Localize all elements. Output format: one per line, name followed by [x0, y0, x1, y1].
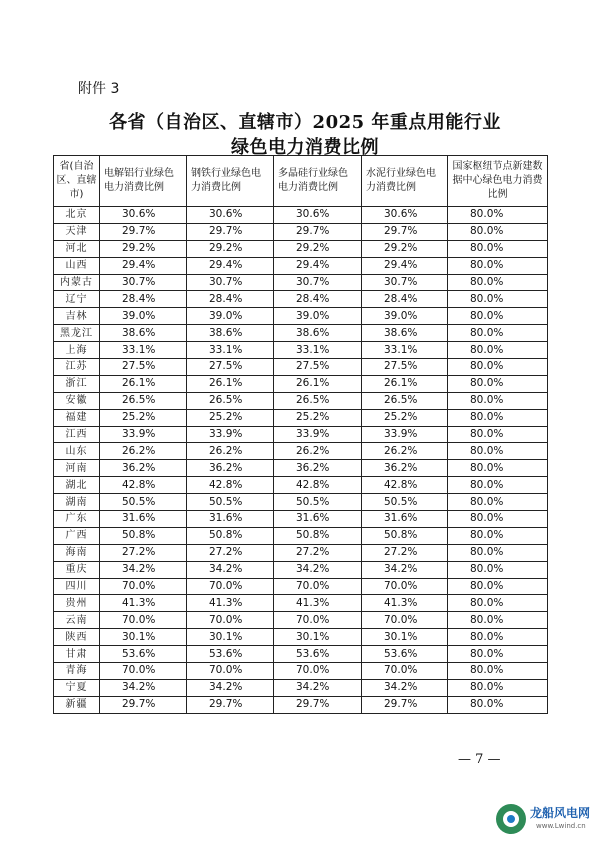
cell-polysilicon: 42.8% — [274, 477, 362, 494]
cell-polysilicon: 53.6% — [274, 646, 362, 663]
cell-cement: 31.6% — [362, 511, 448, 528]
cell-aluminum: 31.6% — [100, 511, 187, 528]
cell-province: 新疆 — [54, 696, 100, 713]
cell-province: 福建 — [54, 409, 100, 426]
cell-cement: 50.5% — [362, 494, 448, 511]
cell-cement: 30.1% — [362, 629, 448, 646]
cell-cement: 25.2% — [362, 409, 448, 426]
cell-aluminum: 36.2% — [100, 460, 187, 477]
header-data-center: 国家枢纽节点新建数据中心绿色电力消费比例 — [448, 156, 548, 207]
cell-aluminum: 39.0% — [100, 308, 187, 325]
cell-polysilicon: 34.2% — [274, 679, 362, 696]
cell-cement: 26.1% — [362, 375, 448, 392]
table-row — [54, 359, 548, 376]
table-row — [54, 342, 548, 359]
cell-polysilicon: 36.2% — [274, 460, 362, 477]
table-row — [54, 646, 548, 663]
cell-province: 山东 — [54, 443, 100, 460]
cell-data-center: 80.0% — [448, 544, 548, 561]
table-row — [54, 409, 548, 426]
cell-aluminum: 34.2% — [100, 561, 187, 578]
header-steel: 钢铁行业绿色电力消费比例 — [187, 156, 274, 207]
cell-steel: 28.4% — [187, 291, 274, 308]
cell-cement: 70.0% — [362, 663, 448, 680]
cell-cement: 38.6% — [362, 325, 448, 342]
cell-aluminum: 26.5% — [100, 392, 187, 409]
cell-polysilicon: 30.7% — [274, 274, 362, 291]
table-row — [54, 274, 548, 291]
cell-aluminum: 27.5% — [100, 359, 187, 376]
table-row — [54, 663, 548, 680]
cell-aluminum: 29.2% — [100, 240, 187, 257]
cell-steel: 27.2% — [187, 544, 274, 561]
table-row — [54, 325, 548, 342]
cell-aluminum: 26.1% — [100, 375, 187, 392]
cell-province: 重庆 — [54, 561, 100, 578]
header-aluminum: 电解铝行业绿色电力消费比例 — [100, 156, 187, 207]
cell-province: 吉林 — [54, 308, 100, 325]
page-number: — 7 — — [458, 752, 501, 767]
cell-aluminum: 29.7% — [100, 223, 187, 240]
table-row — [54, 527, 548, 544]
table-row — [54, 561, 548, 578]
cell-aluminum: 53.6% — [100, 646, 187, 663]
cell-aluminum: 34.2% — [100, 679, 187, 696]
cell-polysilicon: 30.6% — [274, 207, 362, 224]
cell-data-center: 80.0% — [448, 595, 548, 612]
cell-province: 湖南 — [54, 494, 100, 511]
cell-cement: 28.4% — [362, 291, 448, 308]
logo-url: www.Lwind.cn — [536, 822, 586, 830]
cell-cement: 70.0% — [362, 612, 448, 629]
cell-data-center: 80.0% — [448, 223, 548, 240]
cell-province: 河北 — [54, 240, 100, 257]
cell-aluminum: 30.6% — [100, 207, 187, 224]
cell-polysilicon: 29.7% — [274, 696, 362, 713]
table-row — [54, 291, 548, 308]
table-row — [54, 240, 548, 257]
cell-province: 山西 — [54, 257, 100, 274]
cell-polysilicon: 70.0% — [274, 578, 362, 595]
cell-steel: 29.4% — [187, 257, 274, 274]
cell-cement: 27.2% — [362, 544, 448, 561]
cell-steel: 34.2% — [187, 561, 274, 578]
cell-cement: 42.8% — [362, 477, 448, 494]
cell-cement: 27.5% — [362, 359, 448, 376]
table-row — [54, 308, 548, 325]
cell-data-center: 80.0% — [448, 426, 548, 443]
green-power-ratio-table — [53, 155, 548, 714]
cell-aluminum: 25.2% — [100, 409, 187, 426]
cell-polysilicon: 29.2% — [274, 240, 362, 257]
cell-steel: 70.0% — [187, 663, 274, 680]
cell-data-center: 80.0% — [448, 511, 548, 528]
cell-polysilicon: 38.6% — [274, 325, 362, 342]
table-row — [54, 207, 548, 224]
table-row — [54, 257, 548, 274]
cell-aluminum: 33.9% — [100, 426, 187, 443]
table-row — [54, 223, 548, 240]
cell-aluminum: 50.8% — [100, 527, 187, 544]
header-province: 省(自治区、直辖市) — [54, 156, 100, 207]
cell-polysilicon: 70.0% — [274, 612, 362, 629]
table-row — [54, 494, 548, 511]
table-row — [54, 696, 548, 713]
table-row — [54, 595, 548, 612]
cell-aluminum: 33.1% — [100, 342, 187, 359]
cell-steel: 30.6% — [187, 207, 274, 224]
cell-polysilicon: 25.2% — [274, 409, 362, 426]
cell-data-center: 80.0% — [448, 494, 548, 511]
cell-data-center: 80.0% — [448, 409, 548, 426]
cell-province: 天津 — [54, 223, 100, 240]
table-row — [54, 477, 548, 494]
table-row — [54, 511, 548, 528]
cell-data-center: 80.0% — [448, 392, 548, 409]
cell-cement: 29.2% — [362, 240, 448, 257]
cell-data-center: 80.0% — [448, 325, 548, 342]
cell-data-center: 80.0% — [448, 443, 548, 460]
table-row — [54, 679, 548, 696]
cell-polysilicon: 28.4% — [274, 291, 362, 308]
cell-polysilicon: 26.1% — [274, 375, 362, 392]
cell-data-center: 80.0% — [448, 291, 548, 308]
cell-province: 江苏 — [54, 359, 100, 376]
page-title-line-2: 绿色电力消费比例 — [231, 137, 379, 158]
cell-polysilicon: 70.0% — [274, 663, 362, 680]
cell-province: 广东 — [54, 511, 100, 528]
cell-province: 宁夏 — [54, 679, 100, 696]
table-row — [54, 578, 548, 595]
cell-polysilicon: 29.7% — [274, 223, 362, 240]
cell-data-center: 80.0% — [448, 207, 548, 224]
cell-province: 辽宁 — [54, 291, 100, 308]
cell-steel: 30.1% — [187, 629, 274, 646]
cell-province: 上海 — [54, 342, 100, 359]
cell-province: 四川 — [54, 578, 100, 595]
cell-polysilicon: 31.6% — [274, 511, 362, 528]
cell-province: 浙江 — [54, 375, 100, 392]
table-row — [54, 426, 548, 443]
table-row — [54, 544, 548, 561]
cell-polysilicon: 33.1% — [274, 342, 362, 359]
cell-cement: 30.6% — [362, 207, 448, 224]
cell-aluminum: 70.0% — [100, 663, 187, 680]
cell-steel: 31.6% — [187, 511, 274, 528]
cell-province: 陕西 — [54, 629, 100, 646]
cell-data-center: 80.0% — [448, 342, 548, 359]
cell-data-center: 80.0% — [448, 646, 548, 663]
cell-aluminum: 27.2% — [100, 544, 187, 561]
cell-data-center: 80.0% — [448, 696, 548, 713]
cell-province: 江西 — [54, 426, 100, 443]
cell-cement: 50.8% — [362, 527, 448, 544]
cell-aluminum: 26.2% — [100, 443, 187, 460]
cell-data-center: 80.0% — [448, 612, 548, 629]
cell-steel: 42.8% — [187, 477, 274, 494]
cell-steel: 70.0% — [187, 612, 274, 629]
cell-data-center: 80.0% — [448, 359, 548, 376]
table-row — [54, 443, 548, 460]
cell-province: 青海 — [54, 663, 100, 680]
table-row — [54, 460, 548, 477]
cell-steel: 33.9% — [187, 426, 274, 443]
cell-aluminum: 38.6% — [100, 325, 187, 342]
cell-aluminum: 30.1% — [100, 629, 187, 646]
cell-steel: 30.7% — [187, 274, 274, 291]
cell-polysilicon: 41.3% — [274, 595, 362, 612]
cell-cement: 33.9% — [362, 426, 448, 443]
cell-aluminum: 50.5% — [100, 494, 187, 511]
cell-data-center: 80.0% — [448, 663, 548, 680]
cell-cement: 36.2% — [362, 460, 448, 477]
cell-province: 云南 — [54, 612, 100, 629]
cell-cement: 39.0% — [362, 308, 448, 325]
cell-aluminum: 30.7% — [100, 274, 187, 291]
cell-province: 河南 — [54, 460, 100, 477]
cell-cement: 34.2% — [362, 561, 448, 578]
cell-aluminum: 42.8% — [100, 477, 187, 494]
cell-polysilicon: 26.2% — [274, 443, 362, 460]
cell-cement: 29.7% — [362, 696, 448, 713]
cell-aluminum: 70.0% — [100, 578, 187, 595]
cell-polysilicon: 29.4% — [274, 257, 362, 274]
cell-polysilicon: 27.2% — [274, 544, 362, 561]
cell-cement: 70.0% — [362, 578, 448, 595]
cell-steel: 29.2% — [187, 240, 274, 257]
cell-province: 甘肃 — [54, 646, 100, 663]
cell-cement: 33.1% — [362, 342, 448, 359]
cell-polysilicon: 50.5% — [274, 494, 362, 511]
cell-polysilicon: 30.1% — [274, 629, 362, 646]
cell-cement: 29.4% — [362, 257, 448, 274]
cell-steel: 26.5% — [187, 392, 274, 409]
cell-steel: 39.0% — [187, 308, 274, 325]
cell-data-center: 80.0% — [448, 257, 548, 274]
cell-aluminum: 29.4% — [100, 257, 187, 274]
cell-province: 安徽 — [54, 392, 100, 409]
cell-data-center: 80.0% — [448, 460, 548, 477]
cell-cement: 34.2% — [362, 679, 448, 696]
header-cement: 水泥行业绿色电力消费比例 — [362, 156, 448, 207]
table-row — [54, 612, 548, 629]
cell-cement: 26.2% — [362, 443, 448, 460]
cell-steel: 26.2% — [187, 443, 274, 460]
cell-province: 北京 — [54, 207, 100, 224]
cell-data-center: 80.0% — [448, 274, 548, 291]
cell-province: 贵州 — [54, 595, 100, 612]
cell-province: 黑龙江 — [54, 325, 100, 342]
attachment-label: 附件 3 — [78, 81, 120, 97]
cell-aluminum: 29.7% — [100, 696, 187, 713]
cell-data-center: 80.0% — [448, 527, 548, 544]
header-polysilicon: 多晶硅行业绿色电力消费比例 — [274, 156, 362, 207]
cell-steel: 50.8% — [187, 527, 274, 544]
cell-steel: 29.7% — [187, 223, 274, 240]
cell-data-center: 80.0% — [448, 375, 548, 392]
cell-cement: 30.7% — [362, 274, 448, 291]
cell-polysilicon: 50.8% — [274, 527, 362, 544]
cell-cement: 26.5% — [362, 392, 448, 409]
cell-polysilicon: 33.9% — [274, 426, 362, 443]
cell-steel: 29.7% — [187, 696, 274, 713]
logo-name: 龙船风电网 — [530, 806, 591, 820]
cell-province: 广西 — [54, 527, 100, 544]
cell-data-center: 80.0% — [448, 629, 548, 646]
cell-steel: 25.2% — [187, 409, 274, 426]
cell-cement: 53.6% — [362, 646, 448, 663]
cell-data-center: 80.0% — [448, 477, 548, 494]
cell-province: 湖北 — [54, 477, 100, 494]
cell-steel: 26.1% — [187, 375, 274, 392]
cell-polysilicon: 26.5% — [274, 392, 362, 409]
watermark-logo — [496, 800, 596, 836]
cell-data-center: 80.0% — [448, 561, 548, 578]
cell-polysilicon: 27.5% — [274, 359, 362, 376]
cell-steel: 36.2% — [187, 460, 274, 477]
table-header-row — [54, 156, 548, 207]
logo-icon — [496, 804, 526, 834]
cell-polysilicon: 39.0% — [274, 308, 362, 325]
cell-steel: 34.2% — [187, 679, 274, 696]
cell-aluminum: 28.4% — [100, 291, 187, 308]
table-row — [54, 629, 548, 646]
cell-steel: 53.6% — [187, 646, 274, 663]
cell-polysilicon: 34.2% — [274, 561, 362, 578]
cell-steel: 33.1% — [187, 342, 274, 359]
cell-data-center: 80.0% — [448, 240, 548, 257]
page-title-line-1: 各省（自治区、直辖市）2025 年重点用能行业 — [109, 112, 501, 133]
cell-province: 内蒙古 — [54, 274, 100, 291]
cell-steel: 50.5% — [187, 494, 274, 511]
cell-data-center: 80.0% — [448, 679, 548, 696]
cell-data-center: 80.0% — [448, 308, 548, 325]
cell-aluminum: 41.3% — [100, 595, 187, 612]
cell-steel: 41.3% — [187, 595, 274, 612]
table-row — [54, 375, 548, 392]
table-row — [54, 392, 548, 409]
cell-cement: 29.7% — [362, 223, 448, 240]
cell-steel: 70.0% — [187, 578, 274, 595]
cell-data-center: 80.0% — [448, 578, 548, 595]
cell-province: 海南 — [54, 544, 100, 561]
cell-steel: 38.6% — [187, 325, 274, 342]
cell-aluminum: 70.0% — [100, 612, 187, 629]
cell-cement: 41.3% — [362, 595, 448, 612]
cell-steel: 27.5% — [187, 359, 274, 376]
